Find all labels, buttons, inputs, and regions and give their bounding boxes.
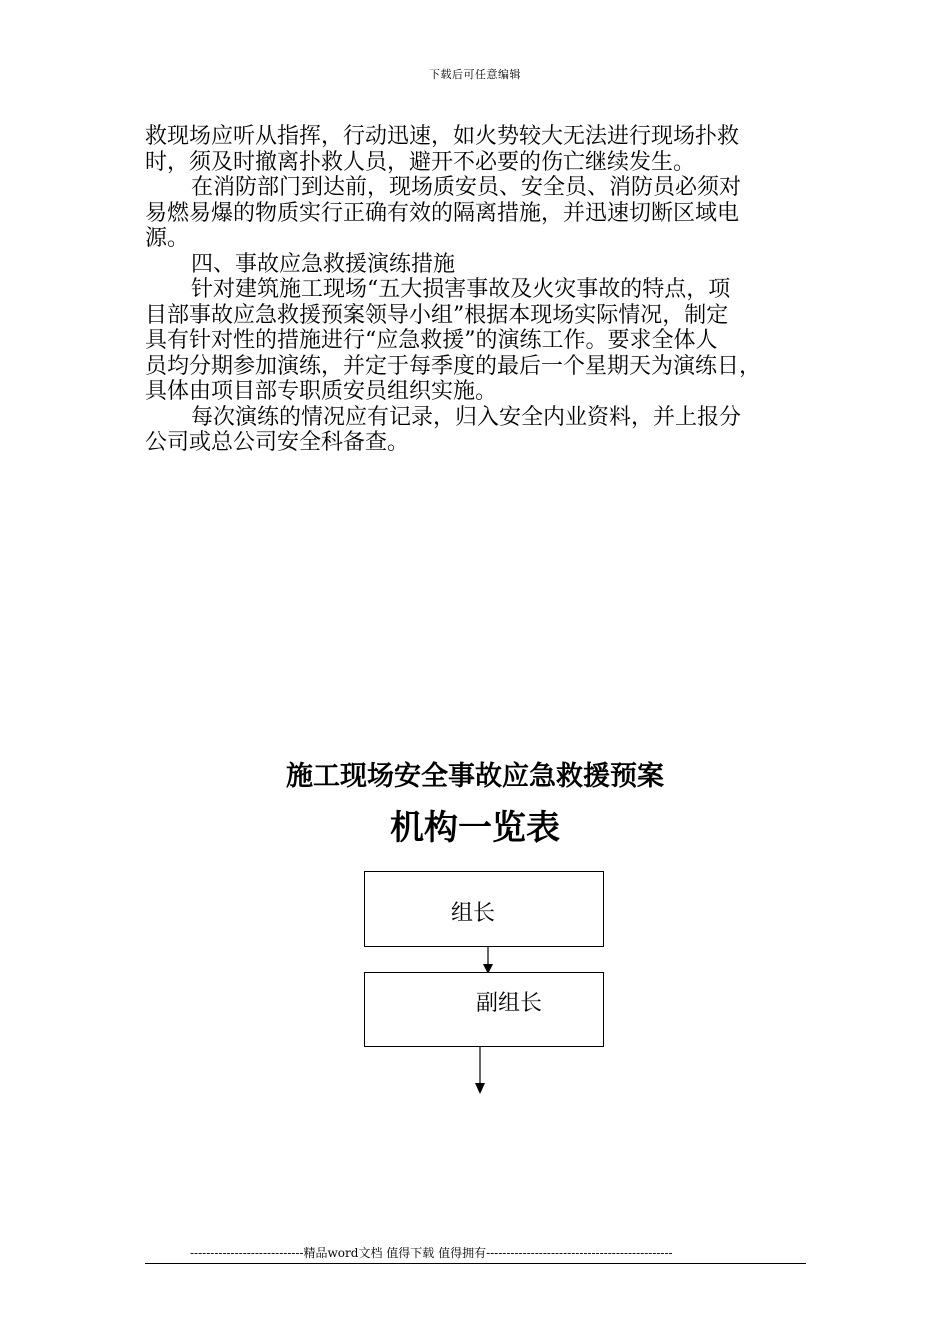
org-chart-subtitle: 机构一览表: [390, 808, 560, 848]
body-line: 目部事故应急救援预案领导小组”根据本现场实际情况，制定: [145, 302, 729, 328]
footer-divider: [145, 1263, 806, 1264]
body-line: 员均分期参加演练，并定于每季度的最后一个星期天为演练日，: [145, 353, 762, 379]
arrow-down-icon: [472, 1046, 488, 1094]
page-header-note: 下载后可任意编辑: [429, 68, 521, 81]
page-footer-note: ----------------------------精品word文档 值得下载 值得拥有----------------------------------------------: [190, 1246, 673, 1260]
org-box-leader-label: 组长: [451, 901, 496, 926]
section-heading: 四、事故应急救援演练措施: [191, 251, 456, 277]
body-line: 时，须及时撤离扑救人员，避开不必要的伤亡继续发生。: [145, 149, 696, 175]
body-line: 公司或总公司安全科备查。: [145, 430, 410, 455]
body-line: 具体由项目部专职质安员组织实施。: [145, 379, 498, 404]
body-line: 易燃易爆的物质实行正确有效的隔离措施，并迅速切断区域电: [145, 200, 740, 226]
body-line: 针对建筑施工现场“五大损害事故及火灾事故的特点，项: [191, 277, 731, 302]
org-chart-title: 施工现场安全事故应急救援预案: [286, 761, 664, 792]
body-line: 每次演练的情况应有记录，归入安全内业资料，并上报分: [191, 404, 742, 430]
arrow-down-icon: [480, 947, 496, 974]
org-box-deputy: [364, 972, 604, 1047]
body-line: 救现场应听从指挥，行动迅速，如火势较大无法进行现场扑救: [145, 124, 740, 149]
body-line: 在消防部门到达前，现场质安员、安全员、消防员必须对: [191, 175, 742, 200]
org-box-leader: [364, 871, 604, 947]
body-text: [145, 124, 825, 456]
org-box-deputy-label: 副组长: [476, 991, 543, 1016]
body-line: 具有针对性的措施进行“应急救援”的演练工作。要求全体人: [145, 328, 718, 353]
body-line: 源。: [145, 226, 190, 251]
